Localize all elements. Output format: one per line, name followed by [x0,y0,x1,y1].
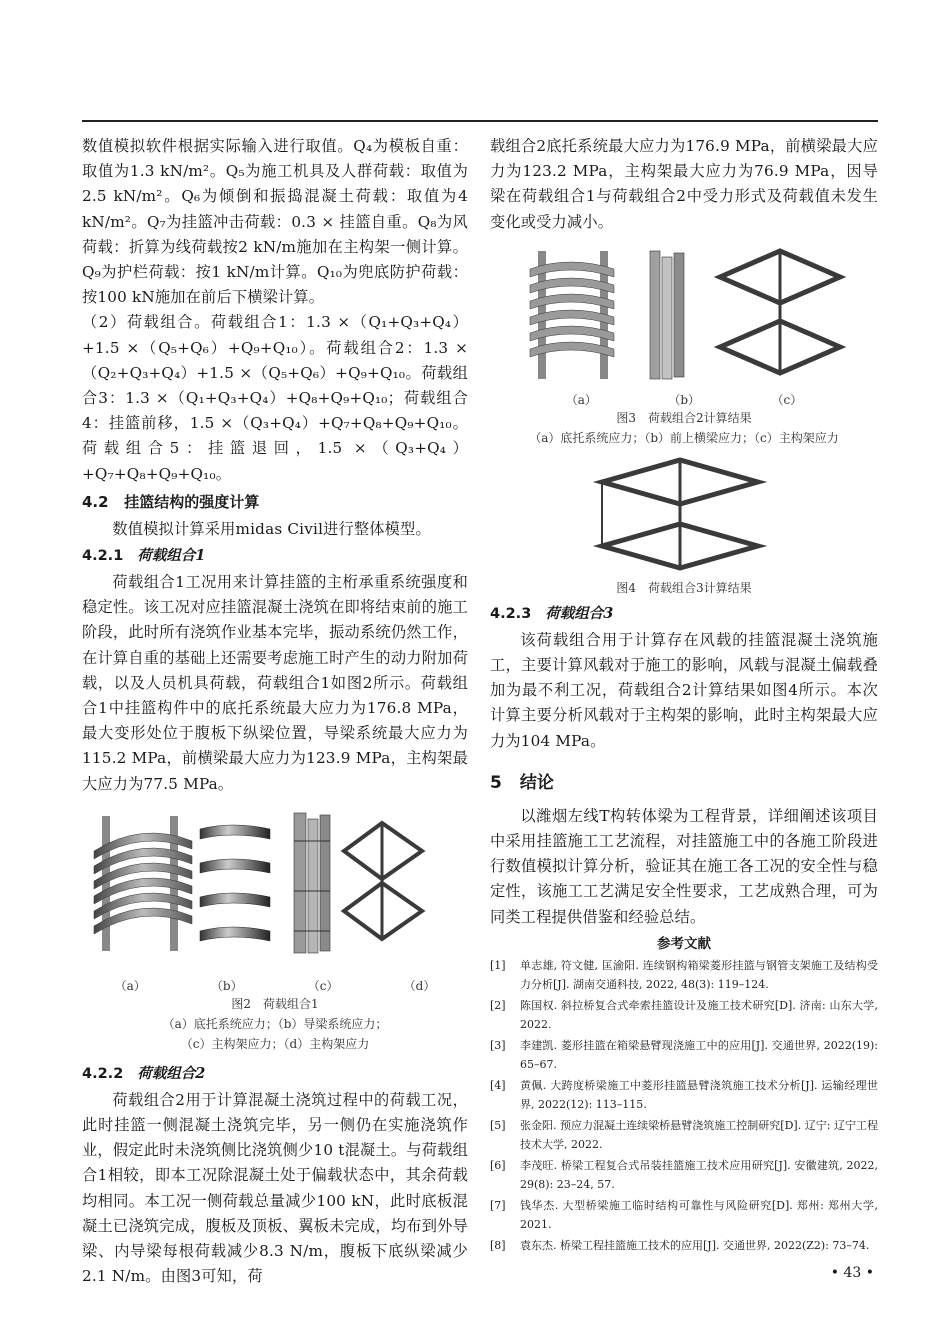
figure-2-sublabels: （a） （b） （c） （d） [114,978,436,993]
figure-2-caption: 图2 荷载组合1 [231,996,319,1011]
figure-2-note: （c）主构架应力；（d）主构架应力 [180,1036,370,1051]
right-column [490,134,878,1257]
references-list [490,956,878,1255]
fig3a-bottom-support [530,251,614,379]
reference-item: [4] 黄佩. 大跨度桥梁施工中菱形挂篮悬臂浇筑施工技术分析[J]. 运输经理世界, 2022(12): 113–115. [490,1078,878,1111]
figure-4-image [490,456,878,574]
figure-3-caption: 图3 荷载组合2计算结果 [616,410,752,425]
paragraph: 以潍烟左线T构转体梁为工程背景，详细阐述该项目中采用挂篮施工工艺流程，对挂篮施工中的各施工阶段进行数值模拟计算分析，验证其在施工各工况的安全性与稳定性，该施工工艺满足安全性要求，工艺成熟合理，可为同类工程提供借鉴和经验总结。 [490,806,878,926]
page-number: • 43 • [830,1265,874,1281]
figure-3-sublabels: （a） （b） （c） [565,392,803,407]
subsection-heading: 4.2.3 荷载组合3 [490,604,614,622]
paragraph: 该荷载组合用于计算存在风载的挂篮混凝土浇筑施工，主要计算风载对于施工的影响，风载与混凝土偏载叠加为最不利工况，荷载组合2计算结果如图4所示。本次计算主要分析风载对于主构架的影响，此时主构架最大应力为104 MPa。 [490,630,878,750]
paragraph: 数值模拟软件根据实际输入进行取值。Q₄为模板自重：取值为1.3 kN/m²。Q₅为施工机具及人群荷载：取值为2.5 kN/m²。Q₆为倾倒和振捣混凝土荷载：取值为4 kN/m²。Q₇为挂篮冲击荷载：0.3 × 挂篮自重。Q₈为风荷载：折算为线荷载按2 kN/m施加在主构架一侧计算。Q₉为护栏荷载：按1 kN/m计算。Q₁₀为兜底防护荷载：按100 kN施加在前后下横梁计算。 [82,137,468,307]
reference-item: [7] 钱华杰. 大型桥梁施工临时结构可靠性与风险研究[D]. 郑州: 郑州大学, 2021. [490,1198,878,1231]
section-heading: 5 结论 [490,772,554,793]
paragraph: 荷载组合2用于计算混凝土浇筑过程中的荷载工况，此时挂篮一侧混凝土浇筑完毕，另一侧仍在实施浇筑作业，假定此时未浇筑侧比浇筑侧少10 t混凝土。与荷载组合1相较，即本工况除混凝土处于偏载状态中，其余荷载均相同。本工况一侧荷载总量减少100 kN，此时底板混凝土已浇筑完成，腹板及顶板、翼板未完成，均布到外导梁、内导梁每根荷载减少8.3 N/m，腹板下底纵梁减少2.1 N/m。由图3可知，荷 [82,1090,468,1286]
reference-item: [6] 李茂旺. 桥梁工程复合式吊装挂篮施工技术应用研究[J]. 安徽建筑, 2022, 29(8): 23–24, 57. [490,1158,878,1191]
figure-2-image [82,811,468,971]
fig2a-bottom-support [94,816,192,951]
fig3b-front-beam [650,251,684,379]
subsection-heading: 4.2.1 荷载组合1 [82,547,206,565]
figure-3 [490,247,878,448]
fig2c-main-frame [294,813,330,953]
figure-4-caption: 图4 荷载组合3计算结果 [616,580,752,595]
figure-3-image [490,247,878,385]
subsection-heading: 4.2.2 荷载组合2 [82,1064,206,1082]
reference-item: [8] 袁东杰. 桥梁工程挂篮施工技术的应用[J]. 交通世界, 2022(Z2): 73–74. [490,1238,870,1252]
reference-item: [3] 李建凯. 菱形挂篮在箱梁悬臂现浇施工中的应用[J]. 交通世界, 2022(19): 65–67. [490,1038,878,1071]
paragraph: （2）荷载组合。荷载组合1：1.3 ×（Q₁+Q₃+Q₄）+1.5 ×（Q₅+Q₆）+Q₉+Q₁₀）。荷载组合2：1.3 ×（Q₂+Q₃+Q₄）+1.5 ×（Q₅+Q₆）+Q₉+Q₁₀。荷载组合3：1.3 ×（Q₁+Q₃+Q₄）+Q₈+Q₉+Q₁₀；荷载组合4：挂篮前移，1.5 ×（Q₃+Q₄）+Q₇+Q₈+Q₉+Q₁₀。荷载组合5：挂篮退回，1.5 ×（Q₃+Q₄）+Q₇+Q₈+Q₉+Q₁₀。 [82,313,468,483]
references-title: 参考文献 [657,935,711,952]
paragraph: 数值模拟计算采用midas Civil进行整体模型。 [112,519,431,538]
header-rule [82,120,878,122]
paragraph: 荷载组合1工况用来计算挂篮的主桁承重系统强度和稳定性。该工况对应挂篮混凝土浇筑在即将结束前的施工阶段，此时所有浇筑作业基本完毕，振动系统仍然工作，在计算自重的基础上还需要考虑施工时产生的动力附加荷载，以及人员机具荷载，荷载组合1如图2所示。荷载组合1中挂篮构件中的底托系统最大应力为176.8 MPa，最大变形处位于腹板下纵梁位置，导梁系统最大应力为115.2 MPa，前横梁最大应力为123.9 MPa，主构架最大应力为77.5 MPa。 [82,573,468,793]
paragraph: 载组合2底托系统最大应力为176.9 MPa，前横梁最大应力为123.2 MPa，主构架最大应力为76.9 MPa，因导梁在荷载组合1与荷载组合2中受力形式及荷载值未发生变化或受力减小。 [490,137,878,231]
section-heading: 4.2 挂篮结构的强度计算 [82,492,260,511]
fig2d-truss [344,823,422,939]
left-column [82,134,468,1290]
fig2b-guide-beams [200,825,270,941]
reference-item: [2] 陈国权. 斜拉桥复合式牵索挂篮设计及施工技术研究[D]. 济南: 山东大学, 2022. [490,998,878,1031]
figure-4 [490,456,878,598]
figure-2 [82,811,468,1054]
figure-2-note: （a）底托系统应力；（b）导梁系统应力； [162,1016,388,1031]
reference-item: [1] 单志雄, 符文健, 匡渝阳. 连续钢构箱梁菱形挂篮与钢管支架施工及结构受力分析[J]. 湖南交通科技, 2022, 48(3): 119–124. [490,958,878,991]
reference-item: [5] 张金阳. 预应力混凝土连续梁桥悬臂浇筑施工控制研究[D]. 辽宁: 辽宁工程技术大学, 2022. [490,1118,878,1151]
figure-3-note: （a）底托系统应力；（b）前上横梁应力；（c）主构架应力 [529,430,839,445]
fig3c-main-frame [720,251,840,373]
